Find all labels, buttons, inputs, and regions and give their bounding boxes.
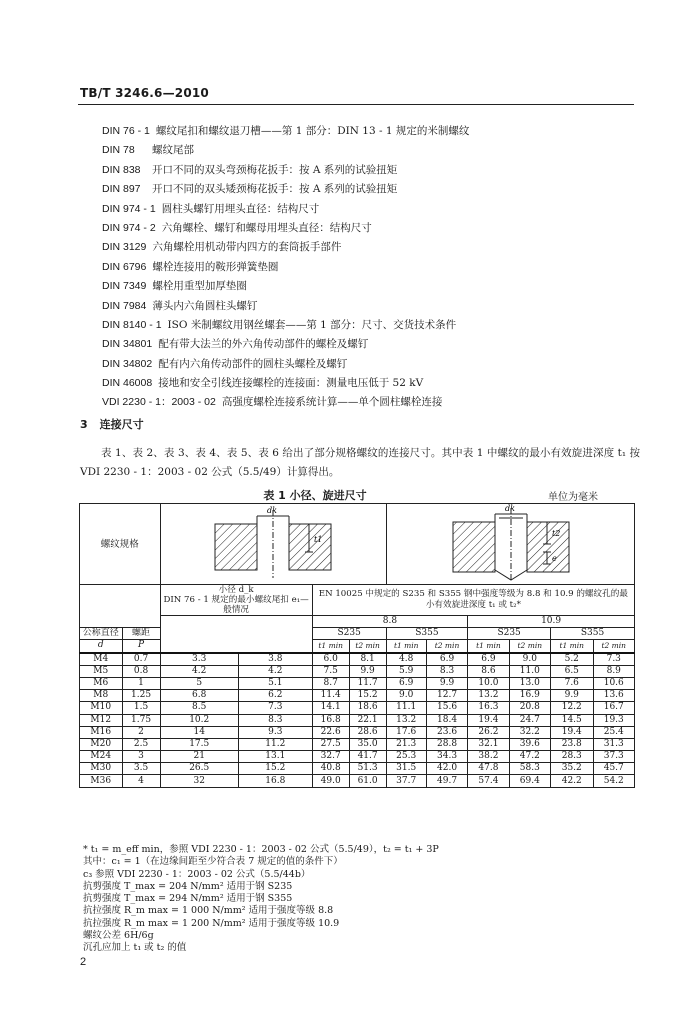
table-cell: 8.3 xyxy=(238,714,312,726)
reference-text: 高强度螺栓连接系统计算——单个圆柱螺栓连接 xyxy=(221,396,443,409)
table-row xyxy=(80,677,635,689)
table-cell: 10.2 xyxy=(160,714,238,726)
table-cell: M5 xyxy=(80,665,123,677)
reference-item xyxy=(102,122,642,141)
fig-label-dk-right: dk xyxy=(505,504,516,513)
table-cell: 69.4 xyxy=(509,775,550,787)
reference-text: 六角螺栓、螺钉和螺母用埋头直径：结构尺寸 xyxy=(161,221,372,234)
table-cell: 39.6 xyxy=(509,738,550,750)
table-cell: 3.3 xyxy=(160,653,238,666)
table-cell: 9.9 xyxy=(551,690,594,702)
table-row xyxy=(80,690,635,702)
header-t2min: t2 min xyxy=(349,640,386,653)
fig-label-dk: dk xyxy=(267,506,278,515)
note-line: 抗剪强度 T_max = 204 N/mm² 适用于钢 S235 xyxy=(83,880,293,892)
reference-item xyxy=(102,258,642,277)
table-cell: 6.9 xyxy=(468,653,509,666)
fig-label-t2: t2 xyxy=(552,529,561,538)
reference-item xyxy=(102,219,642,238)
table-row xyxy=(80,726,635,738)
table-cell: 37.7 xyxy=(386,775,426,787)
table-cell: 40.8 xyxy=(312,763,349,775)
table-cell: 1.5 xyxy=(122,702,160,714)
reference-code: DIN 897 xyxy=(102,183,141,196)
table-cell: 6.8 xyxy=(160,690,238,702)
header-t1min: t1 min xyxy=(551,640,594,653)
table-cell: 25.3 xyxy=(386,751,426,763)
table-cell: 25.4 xyxy=(593,726,634,738)
table-row xyxy=(80,751,635,763)
header-din76-cell xyxy=(160,585,312,616)
table-cell: 22.6 xyxy=(312,726,349,738)
reference-code: DIN 3129 xyxy=(102,241,147,254)
note-line: 抗剪强度 T_max = 294 N/mm² 适用于钢 S355 xyxy=(83,893,293,905)
table-cell: 2.5 xyxy=(122,738,160,750)
table-cell: 21 xyxy=(160,751,238,763)
table-cell: 4 xyxy=(122,775,160,787)
table-cell: 0.8 xyxy=(122,665,160,677)
table-cell: 4.2 xyxy=(238,665,312,677)
fig-label-t1: t1 xyxy=(314,535,323,544)
reference-text: 螺纹尾扣和螺纹退刀槽——第 1 部分：DIN 13 - 1 规定的米制螺纹 xyxy=(155,125,470,137)
table-cell: 6.5 xyxy=(551,665,594,677)
table-cell: 31.5 xyxy=(386,763,426,775)
table-cell: 11.7 xyxy=(349,677,386,689)
table-cell: 18.6 xyxy=(349,702,386,714)
table-cell: 24.7 xyxy=(509,714,550,726)
table-cell: 14.1 xyxy=(312,702,349,714)
figure-row xyxy=(80,504,635,585)
table-cell: 8.3 xyxy=(426,665,467,677)
reference-text: 六角螺栓用机动带内四方的套筒扳手部件 xyxy=(152,241,342,254)
table-cell: 21.3 xyxy=(386,738,426,750)
standard-code: TB/T 3246.6—2010 xyxy=(80,86,209,100)
reference-item xyxy=(102,374,642,393)
table-cell: 32.2 xyxy=(509,726,550,738)
reference-text: 螺纹尾部 xyxy=(152,144,194,157)
table-cell: 45.7 xyxy=(593,763,634,775)
header-cell-blank xyxy=(80,585,161,628)
table-cell: 19.3 xyxy=(593,714,634,726)
table-cell: 18.4 xyxy=(426,714,467,726)
table-cell: M36 xyxy=(80,775,123,787)
table-cell: 17.6 xyxy=(386,726,426,738)
table-cell: 58.3 xyxy=(509,763,550,775)
header-t1min: t1 min xyxy=(312,640,349,653)
table-row xyxy=(80,665,635,677)
table-notes xyxy=(83,844,631,955)
table-cell: 20.8 xyxy=(509,702,550,714)
table-cell: 26.2 xyxy=(468,726,509,738)
table-cell: 27.5 xyxy=(312,738,349,750)
header-t1min: t1 min xyxy=(468,640,509,653)
table-cell: 16.8 xyxy=(312,714,349,726)
header-grade-109: 10.9 xyxy=(468,616,635,628)
reference-code: DIN 78 xyxy=(102,144,135,157)
table-row xyxy=(80,763,635,775)
table-cell: 16.7 xyxy=(593,702,634,714)
header-sym-d: d xyxy=(80,640,123,653)
table-row xyxy=(80,738,635,750)
threaded-hole-diagram-2 xyxy=(415,504,605,584)
reference-code: DIN 76 - 1 xyxy=(102,125,150,137)
reference-item xyxy=(102,335,642,354)
header-minor-dia: 小径 d_k xyxy=(218,585,254,595)
reference-code: DIN 8140 - 1 xyxy=(102,318,162,331)
header-s355-88: S355 xyxy=(386,628,468,640)
header-blank-2 xyxy=(160,616,312,653)
table-cell: 11.1 xyxy=(386,702,426,714)
table-cell: 9.9 xyxy=(349,665,386,677)
reference-text: 配有带大法兰的外六角传动部件的螺栓及螺钉 xyxy=(158,338,369,351)
table-cell: 23.8 xyxy=(551,738,594,750)
spec-label: 螺纹规格 xyxy=(80,504,161,585)
header-en10025: EN 10025 中规定的 S235 和 S355 钢中强度等级为 8.8 和 10.9 的螺纹孔的最小有效旋进深度 t₁ 或 t₂* xyxy=(312,585,634,616)
header-pitch: 螺距 xyxy=(122,628,160,640)
table-cell: 23.6 xyxy=(426,726,467,738)
table-cell: 51.3 xyxy=(349,763,386,775)
table-cell: M20 xyxy=(80,738,123,750)
reference-item xyxy=(102,355,642,374)
reference-code: DIN 7349 xyxy=(102,280,147,293)
table-cell: 28.6 xyxy=(349,726,386,738)
reference-code: DIN 6796 xyxy=(102,260,147,273)
body-paragraph: 表 1、表 2、表 3、表 4、表 5、表 6 给出了部分规格螺纹的连接尺寸。其中表 1 中螺纹的最小有效旋进深度 t₁ 按 VDI 2230 - 1：2003 - 02 公式（5.5/49）计算得出。 xyxy=(80,447,640,478)
table-cell: M4 xyxy=(80,653,123,666)
table-cell: M24 xyxy=(80,751,123,763)
table-row xyxy=(80,702,635,714)
table-cell: 13.6 xyxy=(593,690,634,702)
reference-code: DIN 7984 xyxy=(102,299,147,312)
table-cell: 13.2 xyxy=(386,714,426,726)
table-cell: 17.5 xyxy=(160,738,238,750)
reference-item xyxy=(102,316,642,335)
table-cell: 6.9 xyxy=(386,677,426,689)
reference-code: DIN 34802 xyxy=(102,357,153,370)
table-cell: 32.7 xyxy=(312,751,349,763)
table-cell: 1.25 xyxy=(122,690,160,702)
header-s235-109: S235 xyxy=(468,628,551,640)
table-row xyxy=(80,653,635,666)
table-cell: 42.0 xyxy=(426,763,467,775)
table-cell: 38.2 xyxy=(468,751,509,763)
header-nominal: 公称直径 xyxy=(80,628,123,640)
reference-item xyxy=(102,141,642,160)
reference-text: 配有内六角传动部件的圆柱头螺栓及螺钉 xyxy=(158,357,348,370)
table-cell: 13.0 xyxy=(509,677,550,689)
reference-item xyxy=(102,180,642,199)
fig-label-e: e xyxy=(552,554,558,563)
table-cell: 26.5 xyxy=(160,763,238,775)
table-cell: 5.2 xyxy=(551,653,594,666)
table-cell: 57.4 xyxy=(468,775,509,787)
table-cell: 8.5 xyxy=(160,702,238,714)
table-cell: 16.9 xyxy=(509,690,550,702)
table-cell: 31.3 xyxy=(593,738,634,750)
reference-item xyxy=(102,393,642,412)
reference-item xyxy=(102,200,642,219)
table-cell: 28.3 xyxy=(551,751,594,763)
table-cell: 37.3 xyxy=(593,751,634,763)
table-cell: 11.2 xyxy=(238,738,312,750)
header-grade-88: 8.8 xyxy=(312,616,468,628)
table-cell: 7.3 xyxy=(593,653,634,666)
header-row-2 xyxy=(80,616,635,628)
table-cell: 5.1 xyxy=(238,677,312,689)
table-cell: 2 xyxy=(122,726,160,738)
table-cell: 9.0 xyxy=(509,653,550,666)
table-cell: M12 xyxy=(80,714,123,726)
section-number: 3 xyxy=(80,418,88,431)
table-cell: 15.2 xyxy=(238,763,312,775)
figure-dk-t1 xyxy=(160,504,386,585)
table-cell: 8.7 xyxy=(312,677,349,689)
table-cell: 41.7 xyxy=(349,751,386,763)
note-line: c₃ 参照 VDI 2230 - 1：2003 - 02 公式（5.5/44b） xyxy=(83,868,311,880)
table-cell: 6.0 xyxy=(312,653,349,666)
figure-dk-t2-e xyxy=(386,504,634,585)
note-line: * t₁ = m_eff min，参照 VDI 2230 - 1：2003 - 02 公式（5.5/49），t₂ = t₁ + 3P xyxy=(83,844,439,855)
table-cell: 1 xyxy=(122,677,160,689)
reference-item xyxy=(102,161,642,180)
reference-item xyxy=(102,238,642,257)
table-cell: 34.3 xyxy=(426,751,467,763)
table-cell: 11.4 xyxy=(312,690,349,702)
reference-text: 螺栓用重型加厚垫圈 xyxy=(152,280,247,293)
table-cell: 9.0 xyxy=(386,690,426,702)
table-cell: 14 xyxy=(160,726,238,738)
reference-code: DIN 974 - 2 xyxy=(102,221,156,234)
section-title: 连接尺寸 xyxy=(99,418,144,431)
table-body xyxy=(80,653,635,788)
table-cell: 13.1 xyxy=(238,751,312,763)
table-cell: 9.3 xyxy=(238,726,312,738)
table-cell: 3.8 xyxy=(238,653,312,666)
table-row xyxy=(80,775,635,787)
table-cell: 12.7 xyxy=(426,690,467,702)
table-cell: 22.1 xyxy=(349,714,386,726)
header-s355-109: S355 xyxy=(551,628,635,640)
table-cell: 3.5 xyxy=(122,763,160,775)
header-row-1 xyxy=(80,585,635,616)
table-cell: 54.2 xyxy=(593,775,634,787)
reference-code: DIN 34801 xyxy=(102,338,153,351)
table-cell: M30 xyxy=(80,763,123,775)
reference-text: 圆柱头螺钉用埋头直径：结构尺寸 xyxy=(161,202,320,215)
table-cell: 14.5 xyxy=(551,714,594,726)
table-cell: 6.2 xyxy=(238,690,312,702)
table-cell: M16 xyxy=(80,726,123,738)
reference-code: DIN 838 xyxy=(102,163,141,176)
reference-item xyxy=(102,297,642,316)
reference-item xyxy=(102,277,642,296)
reference-text: 螺栓连接用的鞍形弹簧垫圈 xyxy=(152,260,279,273)
table-cell: 1.75 xyxy=(122,714,160,726)
reference-text: 开口不同的双头矮颈梅花扳手：按 A 系列的试验扭矩 xyxy=(152,183,398,196)
table-cell: 3 xyxy=(122,751,160,763)
table-cell: 19.4 xyxy=(468,714,509,726)
table-cell: 4.2 xyxy=(160,665,238,677)
table-cell: 5 xyxy=(160,677,238,689)
table-cell: 15.6 xyxy=(426,702,467,714)
section-heading xyxy=(80,416,144,432)
table-cell: 4.8 xyxy=(386,653,426,666)
reference-text: 薄头内六角圆柱头螺钉 xyxy=(152,299,258,312)
reference-code: DIN 974 - 1 xyxy=(102,202,156,215)
table-cell: 49.0 xyxy=(312,775,349,787)
table-cell: 35.2 xyxy=(551,763,594,775)
note-line: 螺纹公差 6H/6g xyxy=(83,930,154,942)
table-cell: 47.2 xyxy=(509,751,550,763)
table-cell: 0.7 xyxy=(122,653,160,666)
table-cell: 8.9 xyxy=(593,665,634,677)
header-sym-p: P xyxy=(122,640,160,653)
table-cell: 7.3 xyxy=(238,702,312,714)
table-cell: 8.1 xyxy=(349,653,386,666)
reference-text: ISO 米制螺纹用钢丝螺套——第 1 部分：尺寸、交货技术条件 xyxy=(167,318,457,331)
table-cell: 61.0 xyxy=(349,775,386,787)
reference-text: 开口不同的双头弯颈梅花扳手：按 A 系列的试验扭矩 xyxy=(152,163,398,176)
header-t2min: t2 min xyxy=(593,640,634,653)
table-title: 表 1 小径、旋进尺寸 xyxy=(263,489,367,502)
table-cell: 8.6 xyxy=(468,665,509,677)
table-cell: 10.0 xyxy=(468,677,509,689)
table-cell: 32 xyxy=(160,775,238,787)
table-cell: 15.2 xyxy=(349,690,386,702)
table-cell: 35.0 xyxy=(349,738,386,750)
note-line: 抗拉强度 R_m max = 1 200 N/mm² 适用于强度等级 10.9 xyxy=(83,917,340,929)
table-cell: M10 xyxy=(80,702,123,714)
table-cell: 9.9 xyxy=(426,677,467,689)
table-cell: 7.5 xyxy=(312,665,349,677)
table-cell: 19.4 xyxy=(551,726,594,738)
table-cell: 16.8 xyxy=(238,775,312,787)
note-line: 抗拉强度 R_m max = 1 000 N/mm² 适用于强度等级 8.8 xyxy=(83,905,334,917)
reference-list xyxy=(102,122,642,413)
table-cell: 7.6 xyxy=(551,677,594,689)
note-line: 其中：c₁ = 1（在边缘间距至少符合表 7 规定的值的条件下） xyxy=(83,856,343,868)
table-cell: M8 xyxy=(80,690,123,702)
threaded-hole-diagram-1 xyxy=(193,504,353,584)
table-cell: 42.2 xyxy=(551,775,594,787)
reference-code: VDI 2230 - 1：2003 - 02 xyxy=(102,396,216,409)
table-cell: 16.3 xyxy=(468,702,509,714)
table-cell: 10.6 xyxy=(593,677,634,689)
reference-code: DIN 46008 xyxy=(102,377,153,390)
table-row xyxy=(80,714,635,726)
table-cell: 5.9 xyxy=(386,665,426,677)
table-cell: M6 xyxy=(80,677,123,689)
reference-text: 接地和安全引线连接螺栓的连接面：测量电压低于 52 kV xyxy=(158,377,424,390)
table-cell: 49.7 xyxy=(426,775,467,787)
note-line: 沉孔应加上 t₁ 或 t₂ 的值 xyxy=(83,942,187,954)
header-t1min: t1 min xyxy=(386,640,426,653)
header-t2min: t2 min xyxy=(426,640,467,653)
table-cell: 28.8 xyxy=(426,738,467,750)
dimension-table xyxy=(79,503,635,788)
table-cell: 13.2 xyxy=(468,690,509,702)
table-cell: 32.1 xyxy=(468,738,509,750)
header-s235-88: S235 xyxy=(312,628,386,640)
header-din76: DIN 76 - 1 规定的最小螺纹尾扣 e₁—般情况 xyxy=(163,595,309,615)
table-cell: 47.8 xyxy=(468,763,509,775)
table-cell: 6.9 xyxy=(426,653,467,666)
table-cell: 12.2 xyxy=(551,702,594,714)
table-unit: 单位为毫米 xyxy=(548,492,598,503)
table-cell: 11.0 xyxy=(509,665,550,677)
header-rule xyxy=(78,104,634,105)
page-number: 2 xyxy=(80,956,87,968)
header-t2min: t2 min xyxy=(509,640,550,653)
